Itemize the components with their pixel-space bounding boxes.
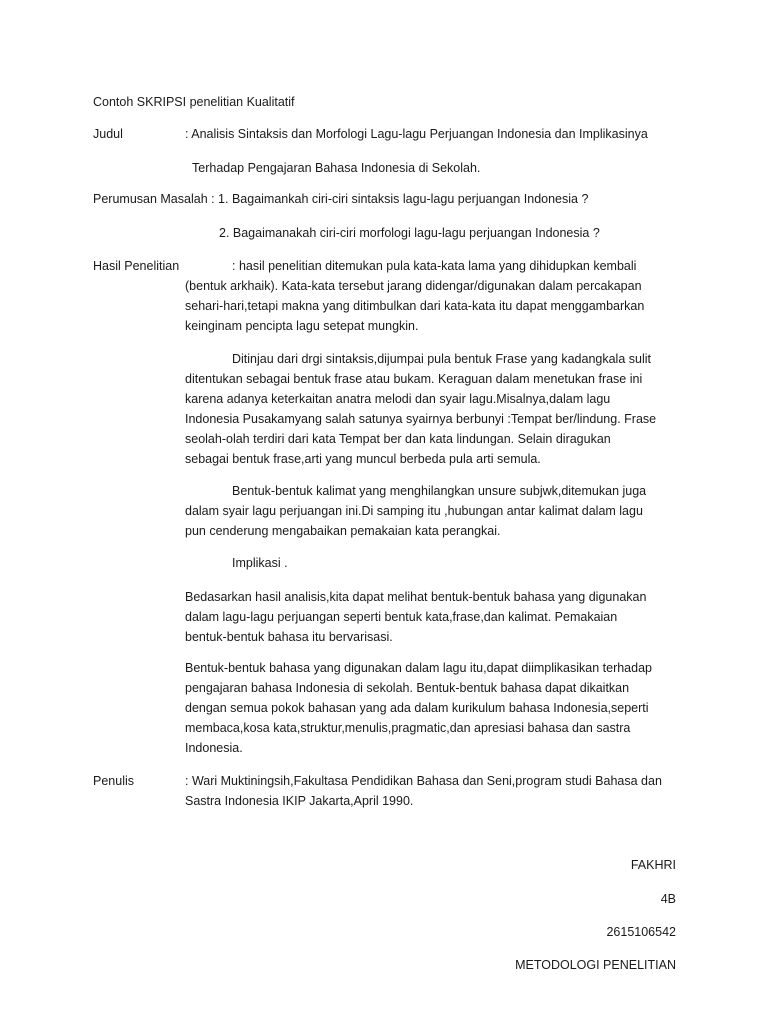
hasil-paragraph-5: [185, 658, 652, 758]
paragraph-line: ditentukan sebagai bentuk frase atau bukam. Keraguan dalam menetukan frase ini: [185, 372, 643, 386]
paragraph-line: Ditinjau dari drgi sintaksis,dijumpai pula bentuk Frase yang kadangkala sulit: [232, 352, 651, 366]
hasil-label: Hasil Penelitian: [93, 259, 180, 273]
penulis-line-2: Sastra Indonesia IKIP Jakarta,April 1990.: [185, 794, 414, 808]
signature-name: FAKHRI: [630, 858, 676, 872]
paragraph-line: (bentuk arkhaik). Kata-kata tersebut jarang didengar/digunakan dalam percakapan: [185, 279, 642, 293]
implikasi-heading: Implikasi .: [232, 556, 288, 570]
signature-course: METODOLOGI PENELITIAN: [515, 958, 676, 972]
document-heading: Contoh SKRIPSI penelitian Kualitatif: [93, 95, 295, 109]
paragraph-line: membaca,kosa kata,struktur,menulis,pragmatic,dan apresiasi bahasa dan sastra: [185, 721, 631, 735]
paragraph-line: dengan semua pokok bahasan yang ada dalam kurikulum bahasa Indonesia,seperti: [185, 701, 649, 715]
paragraph-line: Indonesia.: [185, 741, 243, 755]
hasil-paragraph-1: [185, 256, 644, 336]
paragraph-line: seolah-olah terdiri dari kata Tempat ber dan kata lindungan. Selain diragukan: [185, 432, 611, 446]
paragraph-line: Bedasarkan hasil analisis,kita dapat melihat bentuk-bentuk bahasa yang digunakan: [185, 590, 647, 604]
penulis-label: Penulis: [93, 774, 134, 788]
judul-label: Judul: [93, 127, 123, 141]
paragraph-line: dalam syair lagu perjuangan ini.Di samping itu ,hubungan antar kalimat dalam lagu: [185, 504, 643, 518]
hasil-paragraph-4: [185, 587, 646, 647]
judul-line-1: : Analisis Sintaksis dan Morfologi Lagu-lagu Perjuangan Indonesia dan Implikasinya: [185, 127, 648, 141]
paragraph-line: karena adanya keterkaitan anatra melodi dan syair lagu.Misalnya,dalam lagu: [185, 392, 611, 406]
paragraph-line: pengajaran bahasa Indonesia di sekolah. Bentuk-bentuk bahasa dapat dikaitkan: [185, 681, 630, 695]
judul-line-2: Terhadap Pengajaran Bahasa Indonesia di Sekolah.: [192, 161, 481, 175]
penulis-line-1: : Wari Muktiningsih,Fakultasa Pendidikan Bahasa dan Seni,program studi Bahasa dan: [185, 774, 662, 788]
signature-class: 4B: [660, 892, 676, 906]
paragraph-line: Bentuk-bentuk kalimat yang menghilangkan unsure subjwk,ditemukan juga: [232, 484, 647, 498]
paragraph-line: dalam lagu-lagu perjuangan seperti bentuk kata,frase,dan kalimat. Pemakaian: [185, 610, 618, 624]
paragraph-line: bentuk-bentuk bahasa itu bervarisasi.: [185, 630, 393, 644]
hasil-paragraph-3: [185, 481, 646, 541]
perumusan-item-2: 2. Bagaimanakah ciri-ciri morfologi lagu-lagu perjuangan Indonesia ?: [219, 226, 600, 240]
paragraph-line: : hasil penelitian ditemukan pula kata-kata lama yang dihidupkan kembali: [232, 259, 637, 273]
paragraph-line: keinginam pencipta lagu setepat mungkin.: [185, 319, 419, 333]
paragraph-line: Indonesia Pusakamyang salah satunya syairnya berbunyi :Tempat ber/lindung. Frase: [185, 412, 657, 426]
signature-student-id: 2615106542: [606, 925, 676, 939]
hasil-paragraph-2: [185, 349, 656, 469]
paragraph-line: sehari-hari,tetapi makna yang ditimbulkan dari kata-kata itu dapat menggambarkan: [185, 299, 645, 313]
paragraph-line: sebagai bentuk frase,arti yang muncul berbeda pula arti semula.: [185, 452, 541, 466]
perumusan-item-1: Perumusan Masalah : 1. Bagaimankah ciri-ciri sintaksis lagu-lagu perjuangan Indonesia ?: [93, 192, 589, 206]
paragraph-line: pun cenderung mengabaikan pemakaian kata perangkai.: [185, 524, 501, 538]
paragraph-line: Bentuk-bentuk bahasa yang digunakan dalam lagu itu,dapat diimplikasikan terhadap: [185, 661, 652, 675]
